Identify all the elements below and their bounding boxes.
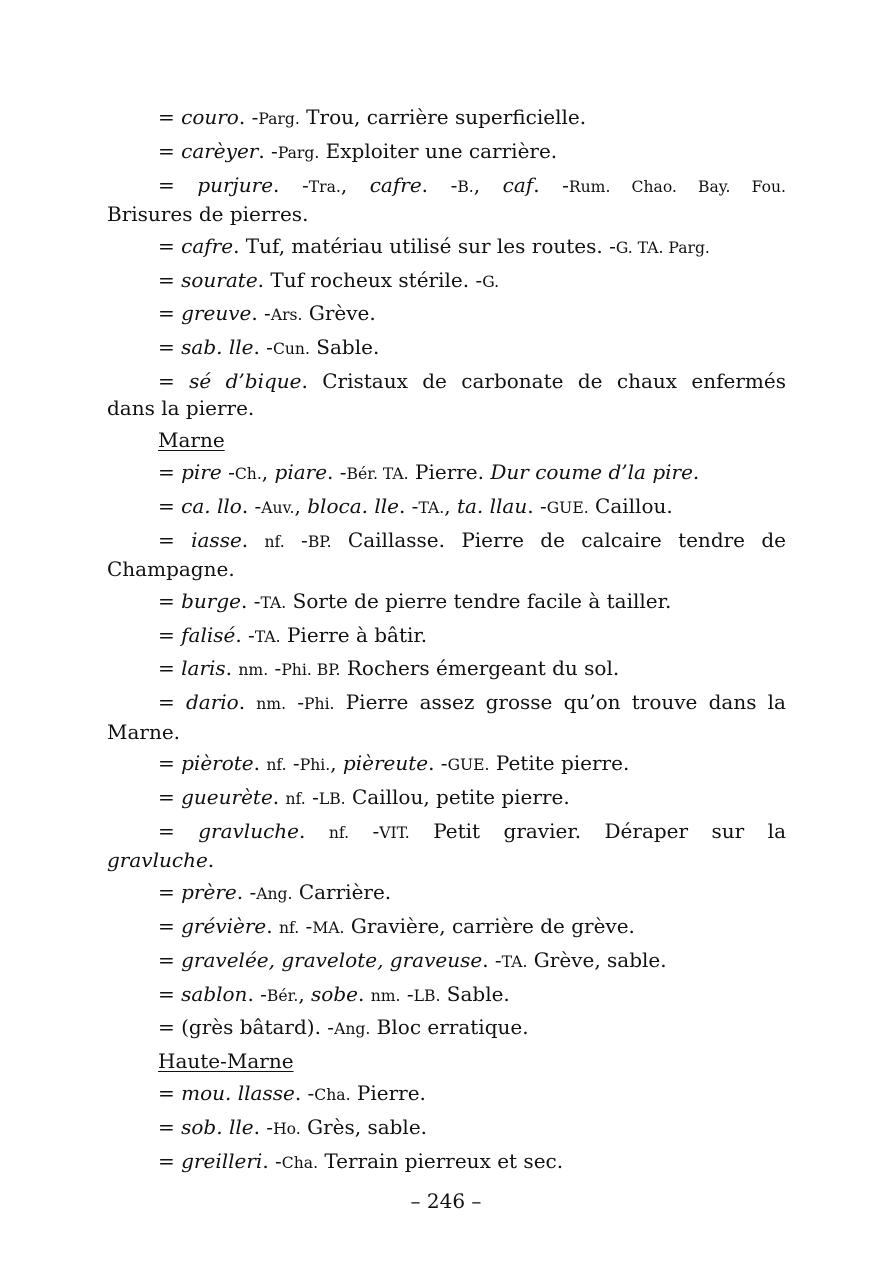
entry-text: , [340,172,370,197]
entry-text: = [158,527,192,552]
entry-text: - [268,656,282,681]
entry-text: . [266,913,279,938]
headword: dario [185,690,239,715]
source-abbrev: LB. [413,986,441,1005]
entry-text: Marne. [107,719,181,744]
source-abbrev: Parg. [258,110,300,128]
entry-text: Grès, sable. [300,1114,428,1139]
entry-text: . - [262,1148,282,1173]
entry-text: , [444,493,457,518]
headword: gravluche [198,818,299,843]
entry-text: = [158,622,182,647]
entry-text: = [158,368,190,393]
source-abbrev: Tra. [308,177,341,196]
entry-text: = [158,785,182,810]
dictionary-entry [107,527,786,584]
headword: sob. lle [181,1114,254,1139]
entry-text: = [158,947,182,972]
headword: sobe [311,981,358,1006]
entry-text: , [330,751,343,776]
entry-text: . [238,690,257,715]
headword: Dur coume d’la pire. [490,459,700,484]
entry-line [107,334,786,363]
source-abbrev: Bér. TA. [346,464,409,483]
source-abbrev: Ho. [273,1119,301,1138]
entry-text: Rochers émergeant du sol. [340,656,620,681]
source-abbrev: GUE. [546,498,589,517]
source-abbrev: Auv. [261,498,295,517]
entry-line [107,1014,786,1043]
headword: pièreute [342,751,429,776]
entry-text: = [158,751,182,776]
headword: carèyer [181,138,259,163]
entry-line [107,588,786,617]
entry-text: Carrière. [292,880,392,905]
headword: sé d’bique [189,368,302,393]
entry-text: . Tuf rocheux stérile. - [257,267,483,292]
entry-text: . [299,818,329,843]
entry-text: . - [482,947,502,972]
dictionary-entry [107,493,786,522]
headword: couro [181,105,239,129]
entry-line [107,655,786,684]
headword: greuve [181,301,252,326]
entry-text: Grève. [302,301,376,326]
dictionary-entry [107,334,786,363]
headword: grévière [181,913,267,938]
dictionary-entry [107,233,786,262]
entry-text: = [158,459,182,484]
entry-text: . - [236,880,257,905]
source-abbrev: nm. [238,661,269,680]
entry-text: . [272,785,286,810]
source-abbrev: Ars. [270,306,303,325]
source-abbrev: G. [482,272,500,291]
dictionary-entry [107,879,786,908]
entry-text: . - [253,1114,274,1139]
entry-text: = [158,656,182,681]
source-abbrev: TA. [254,627,281,646]
entry-line [107,459,786,488]
headword: sablon [181,981,248,1006]
dictionary-entry [107,655,786,684]
source-abbrev: VIT. [379,823,410,842]
entry-text: . - [294,1080,315,1105]
entry-line [107,750,786,779]
entry-line [107,913,786,942]
entry-text: Petite pierre. [489,751,630,776]
source-abbrev: nf. [278,918,300,937]
entry-text: = [158,335,182,360]
headword: ta. llau [456,493,528,518]
source-abbrev: Cha. [281,1153,319,1172]
page-body [107,104,786,1177]
source-abbrev: Ang. [334,1020,371,1039]
headword: bloca. lle [307,493,399,518]
entry-text: = [158,880,182,905]
entry-text: Gravière, carrière de grève. [344,913,635,938]
entry-text: , [261,459,275,484]
section-heading-text: Marne [158,428,225,453]
entry-text: . - [241,588,261,613]
entry-text: . [357,981,371,1006]
entry-text: = [158,818,199,843]
entry-line [107,172,786,201]
entry-text: . - [247,981,267,1006]
entry-text: . Cristaux de carbonate de chaux enfermés [301,368,786,393]
headword: cafre [369,172,422,197]
headword: gravluche [107,848,208,873]
entry-text: - [286,751,300,776]
dictionary-entry [107,368,786,423]
entry-text: - [349,818,380,843]
dictionary-entry [107,267,786,296]
entry-text: = [158,493,182,518]
source-abbrev: Phi. BP. [281,661,341,680]
headword: mou. llasse [181,1080,295,1105]
dictionary-entry [107,459,786,488]
entry-text: Pierre à bâtir. [280,622,428,647]
dictionary-entry [107,981,786,1010]
source-abbrev: nf. [285,790,306,809]
entry-line [107,527,786,556]
entry-text: . - [258,138,278,163]
entry-text: Grève, sable. [527,947,667,972]
headword: burge [181,588,242,613]
source-abbrev: BP. [307,532,332,551]
source-abbrev: nm. [370,986,401,1005]
entry-line [107,981,786,1010]
headword: ca. llo [181,493,242,518]
headword: iasse [191,527,242,552]
entry-continuation [107,719,786,746]
entry-text: . - [533,172,569,197]
source-abbrev: TA. [418,498,445,517]
entry-text: Caillou, petite pierre. [345,785,570,810]
entry-text: Sorte de pierre tendre facile à tailler. [286,588,672,613]
entry-text: = (grès bâtard). - [158,1015,335,1040]
entry-text: Pierre. [350,1080,426,1105]
entry-text: = [158,1114,182,1139]
entry-line [107,138,786,167]
source-abbrev: Cha. [314,1085,351,1104]
entry-text: Petit gravier. Déraper sur la [409,818,786,843]
entry-continuation [107,847,786,874]
entry-text: . - [527,493,547,518]
entry-text: Exploiter une carrière. [319,138,558,163]
source-abbrev: nm. [256,695,287,714]
entry-text: = [158,913,182,938]
dictionary-entry [107,1114,786,1143]
entry-text: = [158,1080,182,1105]
source-abbrev: Ch. [234,464,262,483]
entry-text: dans la pierre. [107,396,255,421]
source-abbrev: nf. [328,823,350,842]
source-abbrev: G. TA. Parg. [615,238,710,257]
dictionary-entry [107,588,786,617]
entry-text: Caillasse. Pierre de calcaire tendre de [331,527,786,552]
headword: pièrote [181,751,254,776]
dictionary-entry [107,689,786,746]
entry-text: , [294,493,308,518]
entry-line [107,818,786,847]
dictionary-entry [107,172,786,229]
entry-text: - [221,459,235,484]
source-abbrev: LB. [318,790,346,809]
headword: sourate [181,267,258,292]
entry-text: = [158,301,182,326]
entry-line [107,104,786,133]
source-abbrev: Ang. [256,885,293,904]
dictionary-entry [107,300,786,329]
entry-text: Sable. [440,981,510,1006]
headword: gravelée, gravelote, graveuse [181,947,483,972]
entry-text: . - [253,335,273,360]
source-abbrev: Bér. [266,986,299,1005]
dictionary-entry [107,104,786,133]
headword: greilleri [181,1148,263,1173]
entry-text: - [284,527,308,552]
entry-text: Pierre. [408,459,491,484]
entry-line [107,622,786,651]
entry-text: = [158,690,186,715]
dictionary-entry [107,138,786,167]
headword: pire [181,459,222,484]
headword: purjure [197,172,274,197]
headword: piare [274,459,328,484]
entry-text: . Tuf, matériau utilisé sur les routes. - [233,233,616,258]
entry-line [107,233,786,262]
entry-line [107,947,786,976]
entry-text: - [400,981,414,1006]
entry-text: . - [235,622,255,647]
source-abbrev: TA. [501,952,528,971]
headword: cafre [181,233,234,258]
entry-text: Sable. [309,335,380,360]
section-heading-text: Haute-Marne [158,1049,294,1074]
entry-text: - [286,690,305,715]
entry-line [107,1114,786,1143]
dictionary-entry [107,1148,786,1177]
entry-text: = [158,233,182,258]
entry-text: . - [241,493,262,518]
dictionary-entry [107,1080,786,1109]
dictionary-entry [107,784,786,813]
section-heading [107,427,786,454]
entry-text: = [158,267,182,292]
entry-text: - [305,785,319,810]
dictionary-entry [107,818,786,875]
entry-line [107,1080,786,1109]
source-abbrev: Rum. Chao. Bay. Fou. [568,177,786,196]
headword: caf [502,172,534,197]
entry-text: = [158,138,182,163]
entry-text: = [158,588,182,613]
headword: gueurète [181,785,273,810]
entry-text: . - [398,493,419,518]
entry-text: = [158,981,182,1006]
entry-text: - [299,913,313,938]
entry-text: . [253,751,267,776]
entry-line [107,300,786,329]
entry-text: . [241,527,265,552]
source-abbrev: Parg. [277,143,320,162]
entry-line [107,1148,786,1177]
source-abbrev: B. [457,177,474,196]
entry-line [107,267,786,296]
entry-text: , [298,981,312,1006]
source-abbrev: Phi. [299,756,331,775]
source-abbrev: GUE. [447,756,490,775]
entry-text: Brisures de pierres. [107,202,309,226]
dictionary-entry [107,750,786,779]
entry-text: . - [238,105,259,129]
entry-continuation [107,201,786,228]
section-heading [107,1048,786,1075]
entry-text: . - [273,172,309,197]
headword: laris [181,656,226,681]
entry-text: , [473,172,503,197]
entry-text: Pierre assez grosse qu’on trouve dans la [334,690,786,715]
headword: prère [181,880,237,905]
entry-line [107,784,786,813]
source-abbrev: Cun. [272,340,310,359]
source-abbrev: nf. [266,756,287,775]
entry-line [107,493,786,522]
entry-continuation [107,556,786,583]
headword: sab. lle [181,335,254,360]
dictionary-entry [107,947,786,976]
source-abbrev: MA. [312,918,345,937]
entry-text: . - [251,301,271,326]
entry-continuation [107,395,786,422]
entry-text: . - [327,459,347,484]
entry-line [107,689,786,718]
entry-text: = [158,172,198,197]
entry-text: = [158,1148,182,1173]
entry-text: = [158,105,182,129]
entry-text: . [225,656,239,681]
page-number: – 246 – [410,1189,482,1213]
source-abbrev: Phi. [304,695,335,714]
entry-text: Bloc erratique. [370,1015,529,1040]
entry-text: Caillou. [588,493,673,518]
entry-text: . - [428,751,448,776]
dictionary-entry [107,913,786,942]
entry-text: Trou, carrière superficielle. [299,105,587,129]
entry-text: Terrain pierreux et sec. [318,1148,564,1173]
entry-text: Champagne. [107,556,235,581]
entry-line [107,368,786,395]
entry-text: . - [421,172,458,197]
source-abbrev: nf. [264,532,285,551]
source-abbrev: TA. [260,593,287,612]
entry-line [107,879,786,908]
entry-text: . [207,848,215,873]
dictionary-entry [107,1014,786,1043]
headword: falisé [181,622,236,647]
dictionary-entry [107,622,786,651]
